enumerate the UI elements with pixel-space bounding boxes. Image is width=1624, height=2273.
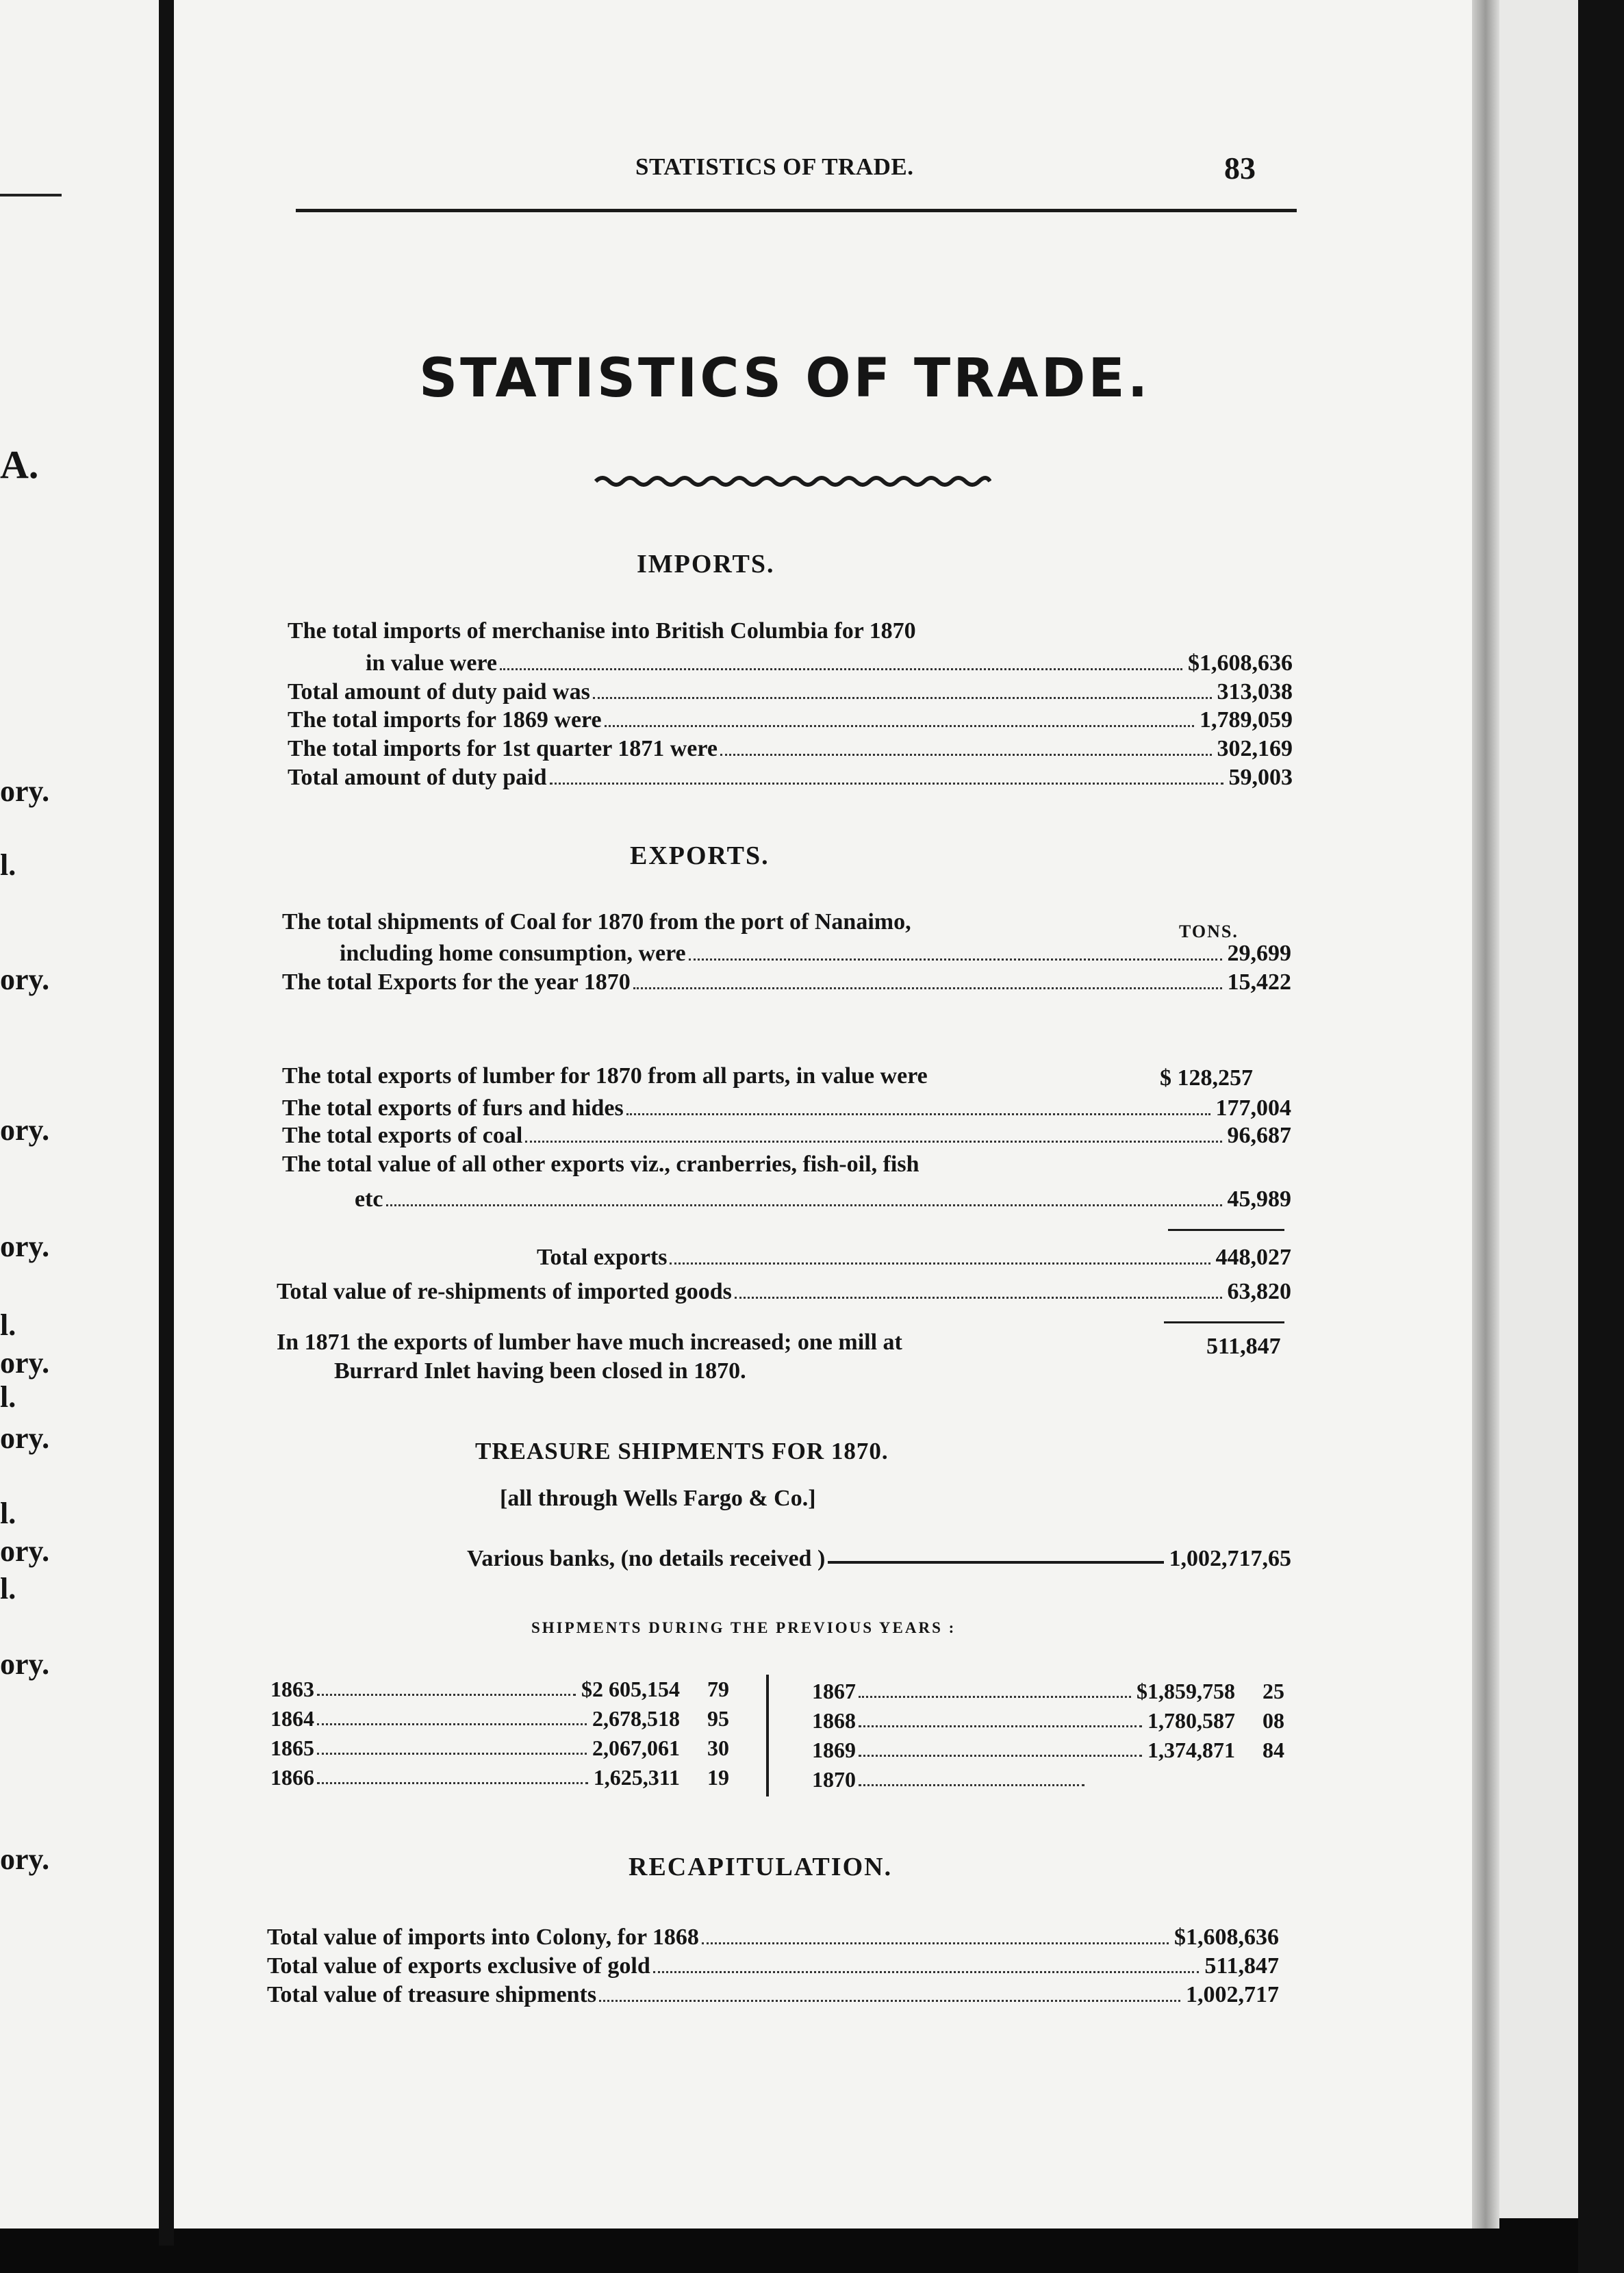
leader-dots <box>626 1113 1210 1115</box>
leader-dots <box>735 1297 1222 1299</box>
year-cents: 79 <box>707 1677 729 1701</box>
coal-intro: The total shipments of Coal for 1870 from the port of Nanaimo, <box>282 909 911 935</box>
lumber-note-line1: In 1871 the exports of lumber have much increased; one mill at <box>277 1330 902 1355</box>
imports-heading: IMPORTS. <box>637 550 775 579</box>
left-fragment: ory. <box>0 963 50 996</box>
row-value: 511,847 <box>1204 1953 1279 1979</box>
year-dollars: 1,780,587 <box>1147 1708 1235 1733</box>
year-row <box>812 1703 1284 1734</box>
imports-row <box>288 675 1293 705</box>
year: 1866 <box>270 1765 314 1790</box>
year-dollars: 1,374,871 <box>1147 1738 1235 1762</box>
row-label: The total imports for 1869 were <box>288 707 602 733</box>
row-value: $1,608,636 <box>1188 650 1293 676</box>
exports-heading: EXPORTS. <box>630 841 770 870</box>
row-label: The total imports for 1st quarter 1871 were <box>288 736 718 761</box>
leader-dots <box>386 1204 1222 1206</box>
left-facing-page <box>0 0 159 2228</box>
row-value: 302,169 <box>1217 736 1293 761</box>
leader-dots <box>550 783 1223 785</box>
leader-dots <box>317 1723 587 1725</box>
year-cents: 84 <box>1263 1738 1284 1762</box>
year-row <box>270 1731 729 1761</box>
exports-row <box>355 1182 1291 1212</box>
leader-dots <box>605 725 1194 727</box>
leader-dots <box>653 1971 1200 1973</box>
year: 1867 <box>812 1679 856 1703</box>
leader-dots <box>689 958 1222 961</box>
leader-dots <box>317 1753 587 1755</box>
left-fragment: ory. <box>0 1421 50 1455</box>
year: 1863 <box>270 1677 314 1701</box>
other-exports-intro: The total value of all other exports viz., cranberries, fish-oil, fish <box>282 1152 919 1177</box>
left-fragment: ory. <box>0 1230 50 1263</box>
recap-row <box>267 1978 1279 2008</box>
row-label: Total amount of duty paid <box>288 765 547 790</box>
left-fragment: ory. <box>0 1346 50 1380</box>
year-row <box>270 1672 729 1702</box>
sum-rule <box>1164 1321 1284 1323</box>
year-row <box>270 1701 729 1731</box>
year-dollars: $1,859,758 <box>1137 1679 1235 1703</box>
imports-intro: The total imports of merchanise into British Columbia for 1870 <box>288 618 916 644</box>
left-fragment: l. <box>0 1497 16 1530</box>
row-label: in value were <box>366 650 498 676</box>
row-label: Total exports <box>537 1245 668 1270</box>
row-label: Various banks, (no details received ) <box>467 1546 826 1571</box>
row-value: 96,687 <box>1227 1123 1291 1148</box>
year-dollars: 1,625,311 <box>593 1765 680 1790</box>
year: 1865 <box>270 1736 314 1760</box>
year: 1869 <box>812 1738 856 1762</box>
imports-row <box>288 761 1293 791</box>
row-value: 1,002,717 <box>1186 1982 1279 2007</box>
leader-dots <box>500 668 1182 670</box>
year-dollars: 2,678,518 <box>592 1706 680 1731</box>
scan-border <box>1578 0 1624 2273</box>
row-label: including home consumption, were <box>340 941 686 966</box>
lumber-note-line2: Burrard Inlet having been closed in 1870. <box>334 1358 746 1384</box>
year-row <box>812 1733 1284 1763</box>
left-fragment: ory. <box>0 1113 50 1147</box>
year-cents: 08 <box>1263 1708 1284 1733</box>
imports-row <box>288 703 1293 733</box>
leader-dots <box>317 1782 588 1784</box>
exports-row <box>282 1119 1291 1149</box>
lumber-value: $ 128,257 <box>1160 1065 1253 1091</box>
left-fragment: l. <box>0 1308 16 1342</box>
grand-total-value: 511,847 <box>1206 1334 1281 1359</box>
row-label: Total value of re-shipments of imported goods <box>277 1279 732 1304</box>
row-value: 45,989 <box>1227 1186 1291 1212</box>
book-gutter <box>159 0 174 2246</box>
row-value: 177,004 <box>1215 1095 1291 1121</box>
leader-dots <box>859 1784 1084 1786</box>
left-fragment: A. <box>0 442 39 487</box>
leader-dots <box>720 754 1212 756</box>
header-rule <box>296 209 1297 212</box>
sum-rule <box>1168 1229 1284 1231</box>
back-page-strip <box>1499 0 1578 2218</box>
treasure-heading: TREASURE SHIPMENTS FOR 1870. <box>475 1438 889 1464</box>
row-label: Total value of exports exclusive of gold <box>267 1953 650 1979</box>
page-edge <box>1472 0 1499 2228</box>
row-label: etc <box>355 1186 383 1212</box>
row-label: Total value of treasure shipments <box>267 1982 597 2007</box>
leader-dots <box>525 1141 1221 1143</box>
leader-dots <box>317 1694 576 1696</box>
left-fragment: ory. <box>0 1534 50 1568</box>
column-divider <box>766 1675 769 1796</box>
imports-row <box>366 646 1293 676</box>
row-value: 59,003 <box>1228 765 1293 790</box>
row-value: 29,699 <box>1227 941 1291 966</box>
left-fragment: ory. <box>0 774 50 808</box>
previous-years-heading: SHIPMENTS DURING THE PREVIOUS YEARS : <box>531 1619 956 1636</box>
coal-row <box>282 965 1291 995</box>
leader-dots <box>593 697 1212 699</box>
year-dollars: $2 605,154 <box>581 1677 680 1701</box>
imports-row <box>288 732 1293 762</box>
leader-dashes <box>828 1561 1163 1564</box>
recap-heading: RECAPITULATION. <box>629 1853 893 1881</box>
year-row <box>270 1760 729 1790</box>
year-cents: 95 <box>707 1706 729 1731</box>
lumber-intro: The total exports of lumber for 1870 from all parts, in value were <box>282 1063 928 1089</box>
year-cents: 19 <box>707 1765 729 1790</box>
leader-dots <box>599 2000 1180 2002</box>
various-banks-row <box>467 1542 1291 1572</box>
running-title: STATISTICS OF TRADE. <box>635 153 914 180</box>
treasure-subheading: [all through Wells Fargo & Co.] <box>500 1486 816 1511</box>
wavy-divider <box>594 472 991 490</box>
reshipments-row <box>277 1275 1291 1305</box>
recap-row <box>267 1949 1279 1979</box>
leader-dots <box>633 987 1222 989</box>
leader-dots <box>859 1696 1131 1698</box>
left-fragment: l. <box>0 1572 16 1605</box>
tons-label: TONS. <box>1179 922 1239 941</box>
page-number: 83 <box>1224 151 1256 186</box>
leader-dots <box>702 1942 1169 1944</box>
coal-row <box>340 937 1291 967</box>
left-page-rule <box>0 194 62 196</box>
total-exports-row <box>537 1241 1291 1271</box>
year-row <box>812 1762 1090 1792</box>
year: 1864 <box>270 1706 314 1731</box>
recap-row <box>267 1920 1279 1951</box>
row-value: 15,422 <box>1227 969 1291 995</box>
row-value: 1,789,059 <box>1200 707 1293 733</box>
row-label: Total amount of duty paid was <box>288 679 590 704</box>
leader-dots <box>859 1725 1142 1727</box>
year-cents: 25 <box>1263 1679 1284 1703</box>
row-value: 448,027 <box>1215 1245 1291 1270</box>
row-value: 63,820 <box>1227 1279 1291 1304</box>
page-title: STATISTICS OF TRADE. <box>419 348 1151 409</box>
row-label: The total exports of furs and hides <box>282 1095 624 1121</box>
left-fragment: ory. <box>0 1842 50 1876</box>
row-value: 1,002,717,65 <box>1169 1546 1291 1571</box>
year: 1868 <box>812 1708 856 1733</box>
left-fragment: ory. <box>0 1647 50 1681</box>
left-fragment: l. <box>0 848 16 882</box>
row-label: Total value of imports into Colony, for 1868 <box>267 1925 699 1950</box>
leader-dots <box>670 1262 1210 1265</box>
year-dollars: 2,067,061 <box>592 1736 680 1760</box>
left-fragment: l. <box>0 1380 16 1414</box>
row-label: The total Exports for the year 1870 <box>282 969 631 995</box>
leader-dots <box>859 1755 1142 1757</box>
exports-row <box>282 1091 1291 1121</box>
row-label: The total exports of coal <box>282 1123 523 1148</box>
row-value: 313,038 <box>1217 679 1293 704</box>
year-row <box>812 1674 1284 1704</box>
year-cents: 30 <box>707 1736 729 1760</box>
row-value: $1,608,636 <box>1174 1925 1279 1950</box>
year: 1870 <box>812 1767 856 1792</box>
